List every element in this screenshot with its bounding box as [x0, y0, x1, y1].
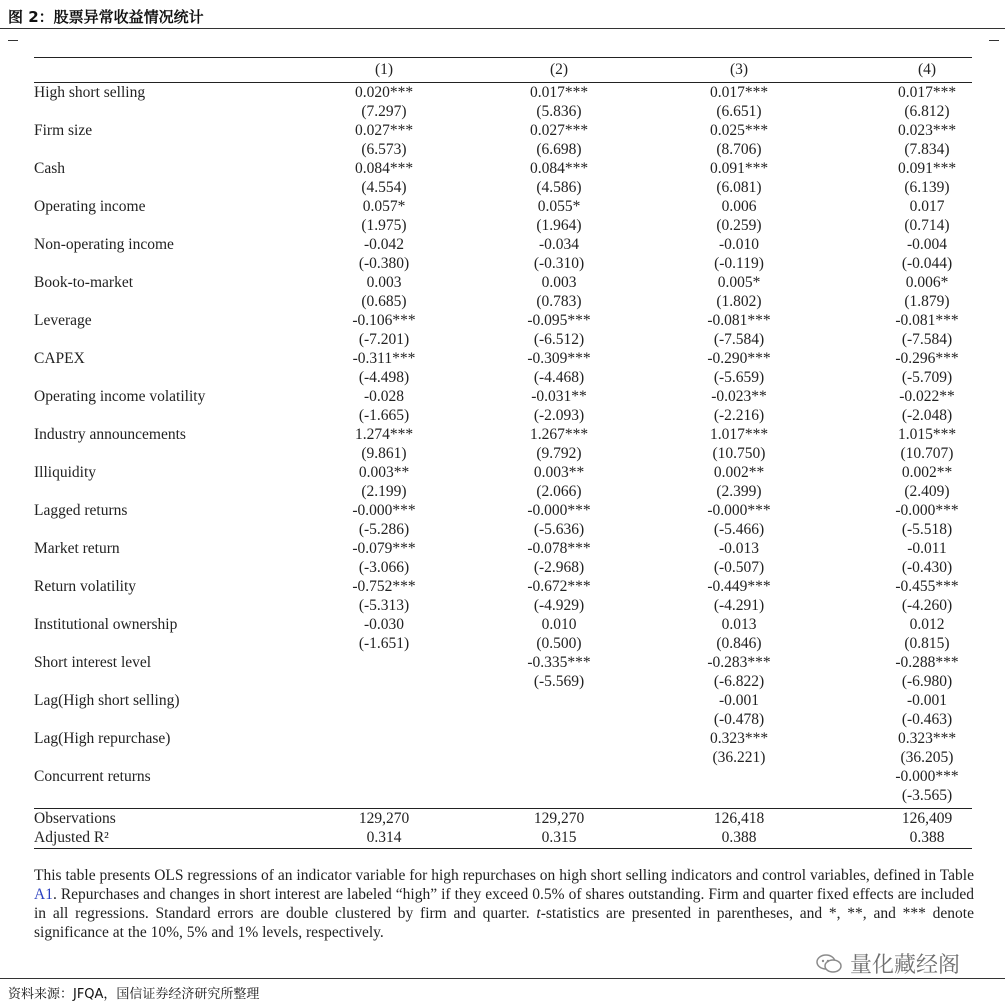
- coefficient-cell: 0.091***: [709, 160, 769, 177]
- row-label: Short interest level: [34, 654, 152, 671]
- tstat-cell: (6.139): [904, 179, 950, 196]
- coefficient-cell: 0.027***: [529, 122, 589, 139]
- row-label: Institutional ownership: [34, 616, 178, 633]
- tstat-cell: (8.706): [716, 141, 762, 158]
- coefficient-cell: 0.091***: [897, 160, 957, 177]
- tstat-cell: (10.750): [712, 445, 766, 462]
- tstat-cell: (7.297): [361, 103, 407, 120]
- coefficient-cell: -0.449***: [707, 578, 771, 595]
- column-header-1: (1): [374, 61, 394, 78]
- tstat-row: [34, 292, 972, 311]
- coefficient-cell: 0.055*: [537, 198, 581, 215]
- tstat-cell: (-6.980): [901, 673, 953, 690]
- row-label: Operating income: [34, 198, 146, 215]
- watermark-text: 量化藏经阁: [850, 953, 961, 978]
- coefficient-cell: -0.000***: [895, 502, 959, 519]
- tstat-cell: (-0.380): [358, 255, 410, 272]
- coefficient-cell: 0.084***: [529, 160, 589, 177]
- tstat-cell: (0.259): [716, 217, 762, 234]
- summary-value: 0.314: [366, 829, 402, 846]
- note-t-italic: t: [536, 905, 541, 922]
- coefficient-cell: 0.017***: [529, 84, 589, 101]
- coefficient-cell: 1.274***: [354, 426, 414, 443]
- coefficient-cell: 1.017***: [709, 426, 769, 443]
- coefficient-cell: 0.323***: [897, 730, 957, 747]
- coefficient-cell: 0.025***: [709, 122, 769, 139]
- tstat-cell: (-4.468): [533, 369, 585, 386]
- coefficient-cell: -0.290***: [707, 350, 771, 367]
- watermark: [816, 948, 960, 979]
- tstat-row: [34, 330, 972, 349]
- coefficient-cell: 0.002**: [713, 464, 765, 481]
- tstat-row: [34, 102, 972, 121]
- coefficient-cell: -0.013: [718, 540, 760, 557]
- tstat-cell: (-4.498): [358, 369, 410, 386]
- tstat-cell: (1.802): [716, 293, 762, 310]
- coefficient-cell: -0.042: [363, 236, 405, 253]
- tstat-cell: (-5.569): [533, 673, 585, 690]
- coefficient-cell: -0.023**: [711, 388, 767, 405]
- left-tick-mark: [8, 40, 18, 41]
- coefficient-row: [34, 387, 972, 406]
- row-label: Operating income volatility: [34, 388, 206, 405]
- tstat-row: [34, 558, 972, 577]
- tstat-cell: (-0.478): [713, 711, 765, 728]
- coefficient-row: [34, 691, 972, 710]
- tstat-cell: (0.783): [536, 293, 582, 310]
- note-text-3: -statistics are presented in parentheses, and *, **, and *** denote significance at the 10%, 5% and 1% levels, respectively.: [34, 905, 974, 941]
- tstat-row: [34, 672, 972, 691]
- coefficient-cell: -0.672***: [527, 578, 591, 595]
- tstat-cell: (-6.512): [533, 331, 585, 348]
- tstat-cell: (6.698): [536, 141, 582, 158]
- tstat-cell: (-5.518): [901, 521, 953, 538]
- coefficient-cell: -0.000***: [352, 502, 416, 519]
- tstat-cell: (-4.929): [533, 597, 585, 614]
- summary-label: Observations: [34, 810, 116, 827]
- coefficient-cell: 0.005*: [717, 274, 761, 291]
- row-label: Cash: [34, 160, 65, 177]
- coefficient-cell: -0.081***: [895, 312, 959, 329]
- table-bottom-rule: [34, 848, 972, 849]
- coefficient-row: [34, 121, 972, 140]
- table-body: [34, 83, 972, 805]
- tstat-cell: (-7.584): [713, 331, 765, 348]
- tstat-cell: (0.815): [904, 635, 950, 652]
- coefficient-cell: -0.010: [718, 236, 760, 253]
- coefficient-cell: -0.028: [363, 388, 405, 405]
- coefficient-cell: -0.078***: [527, 540, 591, 557]
- tstat-cell: (-5.659): [713, 369, 765, 386]
- coefficient-cell: -0.001: [906, 692, 948, 709]
- summary-value: 0.388: [909, 829, 945, 846]
- tstat-row: [34, 406, 972, 425]
- tstat-cell: (9.792): [536, 445, 582, 462]
- tstat-cell: (-1.665): [358, 407, 410, 424]
- coefficient-cell: -0.034: [538, 236, 580, 253]
- tstat-row: [34, 634, 972, 653]
- coefficient-cell: 1.267***: [529, 426, 589, 443]
- tstat-cell: (6.651): [716, 103, 762, 120]
- coefficient-cell: -0.455***: [895, 578, 959, 595]
- tstat-cell: (-3.066): [358, 559, 410, 576]
- wechat-icon: [816, 954, 842, 974]
- regression-table: [34, 57, 972, 849]
- tstat-row: [34, 748, 972, 767]
- coefficient-row: [34, 767, 972, 786]
- coefficient-cell: -0.000***: [707, 502, 771, 519]
- coefficient-row: [34, 349, 972, 368]
- coefficient-cell: 0.003**: [358, 464, 410, 481]
- summary-value: 129,270: [533, 810, 585, 827]
- coefficient-cell: -0.296***: [895, 350, 959, 367]
- tstat-cell: (-3.565): [901, 787, 953, 804]
- coefficient-cell: 0.003**: [533, 464, 585, 481]
- coefficient-cell: 1.015***: [897, 426, 957, 443]
- coefficient-row: [34, 501, 972, 520]
- coefficient-cell: -0.335***: [527, 654, 591, 671]
- tstat-cell: (1.879): [904, 293, 950, 310]
- tstat-cell: (-2.968): [533, 559, 585, 576]
- tstat-row: [34, 254, 972, 273]
- coefficient-row: [34, 83, 972, 102]
- coefficient-cell: 0.010: [541, 616, 577, 633]
- coefficient-cell: -0.106***: [352, 312, 416, 329]
- coefficient-row: [34, 197, 972, 216]
- tstat-row: [34, 482, 972, 501]
- summary-value: 126,409: [901, 810, 953, 827]
- tstat-cell: (-0.430): [901, 559, 953, 576]
- row-label: Lagged returns: [34, 502, 128, 519]
- column-header-3: (3): [729, 61, 749, 78]
- tstat-cell: (-6.822): [713, 673, 765, 690]
- table-header: [34, 58, 972, 82]
- coefficient-cell: -0.309***: [527, 350, 591, 367]
- row-label: Concurrent returns: [34, 768, 151, 785]
- summary-label: Adjusted R²: [34, 829, 109, 846]
- tstat-cell: (-0.463): [901, 711, 953, 728]
- tstat-cell: (-0.044): [901, 255, 953, 272]
- coefficient-cell: -0.311***: [352, 350, 416, 367]
- tstat-cell: (2.199): [361, 483, 407, 500]
- bottom-rule: [0, 978, 1005, 979]
- summary-value: 129,270: [358, 810, 410, 827]
- coefficient-cell: 0.057*: [362, 198, 406, 215]
- note-text-2: . Repurchases and changes in short interest are labeled “high” if they exceed 0.5% of shares outstanding. Firm and quarter fixed effects are included in all regressions. Standard errors are double clustered by firm and quarter.: [34, 886, 974, 922]
- tstat-cell: (6.573): [361, 141, 407, 158]
- figure-title: 图 2：股票异常收益情况统计: [8, 8, 204, 26]
- tstat-cell: (-5.313): [358, 597, 410, 614]
- tstat-cell: (2.399): [716, 483, 762, 500]
- coefficient-cell: 0.012: [909, 616, 945, 633]
- tstat-cell: (0.500): [536, 635, 582, 652]
- coefficient-cell: 0.323***: [709, 730, 769, 747]
- coefficient-cell: -0.004: [906, 236, 948, 253]
- tstat-cell: (-4.260): [901, 597, 953, 614]
- tstat-cell: (36.205): [900, 749, 954, 766]
- coefficient-cell: 0.027***: [354, 122, 414, 139]
- row-label: CAPEX: [34, 350, 85, 367]
- note-text-1: This table presents OLS regressions of an indicator variable for high repurchases on high short selling indicators and control variables, defined in Table: [34, 867, 974, 884]
- coefficient-cell: 0.084***: [354, 160, 414, 177]
- coefficient-cell: -0.031**: [531, 388, 587, 405]
- tstat-cell: (6.081): [716, 179, 762, 196]
- coefficient-cell: 0.003: [541, 274, 577, 291]
- tstat-cell: (-0.507): [713, 559, 765, 576]
- coefficient-cell: 0.013: [721, 616, 757, 633]
- tstat-cell: (4.554): [361, 179, 407, 196]
- tstat-cell: (-0.310): [533, 255, 585, 272]
- summary-row: [34, 828, 972, 847]
- tstat-row: [34, 178, 972, 197]
- tstat-cell: (0.685): [361, 293, 407, 310]
- tstat-cell: (6.812): [904, 103, 950, 120]
- coefficient-cell: -0.000***: [895, 768, 959, 785]
- coefficient-row: [34, 729, 972, 748]
- row-label: Non-operating income: [34, 236, 174, 253]
- row-label: Firm size: [34, 122, 93, 139]
- row-label: Leverage: [34, 312, 92, 329]
- tstat-row: [34, 520, 972, 539]
- summary-value: 126,418: [713, 810, 765, 827]
- tstat-cell: (1.975): [361, 217, 407, 234]
- tstat-row: [34, 140, 972, 159]
- row-label: Industry announcements: [34, 426, 186, 443]
- coefficient-cell: 0.017***: [709, 84, 769, 101]
- coefficient-row: [34, 235, 972, 254]
- coefficient-cell: -0.022**: [899, 388, 955, 405]
- right-tick-mark: [989, 40, 999, 41]
- tstat-cell: (-1.651): [358, 635, 410, 652]
- tstat-cell: (10.707): [900, 445, 954, 462]
- coefficient-cell: 0.006*: [905, 274, 949, 291]
- coefficient-cell: 0.003: [366, 274, 402, 291]
- tstat-row: [34, 786, 972, 805]
- table-note: [34, 866, 974, 942]
- coefficient-cell: 0.002**: [901, 464, 953, 481]
- row-label: Return volatility: [34, 578, 137, 595]
- coefficient-row: [34, 577, 972, 596]
- tstat-cell: (2.409): [904, 483, 950, 500]
- tstat-row: [34, 444, 972, 463]
- coefficient-row: [34, 311, 972, 330]
- tstat-cell: (-5.286): [358, 521, 410, 538]
- row-label: Lag(High repurchase): [34, 730, 171, 747]
- tstat-cell: (-5.466): [713, 521, 765, 538]
- header-row: [34, 58, 972, 82]
- summary-row: [34, 809, 972, 828]
- table-a1-link[interactable]: A1: [34, 886, 53, 903]
- row-label: Lag(High short selling): [34, 692, 180, 709]
- tstat-row: [34, 596, 972, 615]
- coefficient-cell: -0.000***: [527, 502, 591, 519]
- tstat-cell: (1.964): [536, 217, 582, 234]
- coefficient-cell: -0.283***: [707, 654, 771, 671]
- summary-value: 0.388: [721, 829, 757, 846]
- coefficient-row: [34, 425, 972, 444]
- tstat-cell: (36.221): [712, 749, 766, 766]
- tstat-cell: (2.066): [536, 483, 582, 500]
- summary-value: 0.315: [541, 829, 577, 846]
- tstat-row: [34, 368, 972, 387]
- row-label: Market return: [34, 540, 120, 557]
- coefficient-cell: -0.030: [363, 616, 405, 633]
- coefficient-cell: -0.095***: [527, 312, 591, 329]
- coefficient-cell: 0.017***: [897, 84, 957, 101]
- tstat-cell: (-2.048): [901, 407, 953, 424]
- coefficient-row: [34, 273, 972, 292]
- coefficient-row: [34, 159, 972, 178]
- coefficient-row: [34, 463, 972, 482]
- table-summary: [34, 809, 972, 847]
- tstat-cell: (-2.216): [713, 407, 765, 424]
- coefficient-cell: -0.081***: [707, 312, 771, 329]
- tstat-cell: (4.586): [536, 179, 582, 196]
- coefficient-row: [34, 615, 972, 634]
- tstat-cell: (0.714): [904, 217, 950, 234]
- coefficient-cell: 0.020***: [354, 84, 414, 101]
- tstat-cell: (7.834): [904, 141, 950, 158]
- column-header-2: (2): [549, 61, 569, 78]
- top-rule: [0, 28, 1005, 29]
- coefficient-cell: -0.011: [907, 540, 947, 557]
- coefficient-row: [34, 653, 972, 672]
- coefficient-cell: 0.023***: [897, 122, 957, 139]
- tstat-cell: (9.861): [361, 445, 407, 462]
- tstat-cell: (-4.291): [713, 597, 765, 614]
- tstat-cell: (-0.119): [714, 255, 764, 272]
- coefficient-cell: -0.752***: [352, 578, 416, 595]
- tstat-cell: (-7.201): [358, 331, 410, 348]
- row-label: High short selling: [34, 84, 146, 101]
- column-header-4: (4): [917, 61, 937, 78]
- tstat-cell: (5.836): [536, 103, 582, 120]
- tstat-row: [34, 216, 972, 235]
- coefficient-cell: 0.017: [909, 198, 945, 215]
- tstat-cell: (-7.584): [901, 331, 953, 348]
- tstat-cell: (-5.636): [533, 521, 585, 538]
- row-label: Book-to-market: [34, 274, 134, 291]
- source-note: 资料来源：JFQA，国信证券经济研究所整理: [8, 987, 260, 1002]
- coefficient-cell: -0.079***: [352, 540, 416, 557]
- tstat-cell: (-2.093): [533, 407, 585, 424]
- row-label: Illiquidity: [34, 464, 96, 481]
- coefficient-cell: -0.288***: [895, 654, 959, 671]
- tstat-cell: (0.846): [716, 635, 762, 652]
- coefficient-cell: -0.001: [718, 692, 760, 709]
- tstat-cell: (-5.709): [901, 369, 953, 386]
- coefficient-cell: 0.006: [721, 198, 757, 215]
- tstat-row: [34, 710, 972, 729]
- coefficient-row: [34, 539, 972, 558]
